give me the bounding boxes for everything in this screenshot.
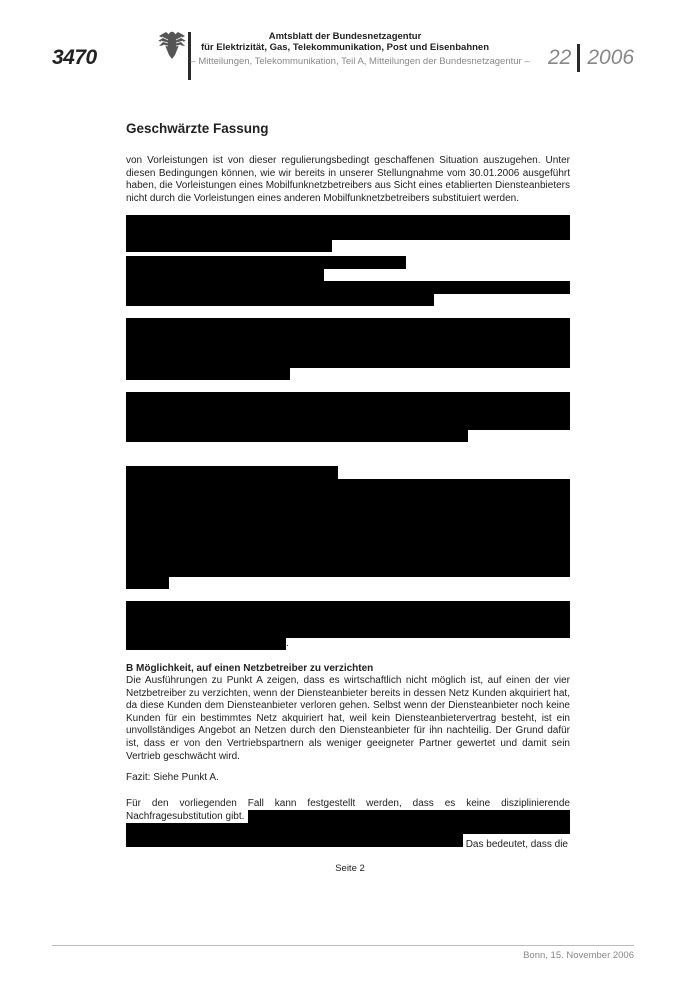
redacted-block [126,392,570,430]
redacted-block [126,479,570,577]
redacted-block [126,430,468,442]
issue-number: 22 [548,46,572,69]
page-label: Seite 2 [335,863,365,874]
issue-indicator [548,44,634,72]
redacted-block [126,256,406,269]
trailing-text: Das bedeutet, dass die [465,839,568,850]
publication-title [195,31,495,53]
redacted-block [126,601,570,638]
section-b-heading: B Möglichkeit, auf einen Netzbetreiber zu verzichten [126,663,374,674]
redacted-block [126,835,463,847]
redacted-block [126,577,169,589]
footer-divider [52,945,634,946]
redacted-block [126,269,324,281]
publication-subtitle: – Mitteilungen, Telekommunikation, Teil A, Mitteilungen der Bundesnetzagentur – [190,56,530,67]
federal-eagle-icon [155,28,189,62]
publication-title-line2: für Elektrizität, Gas, Telekommunikation, Post und Eisenbahnen [200,42,490,53]
trailing-text-wrap [463,834,570,852]
footer-date: Bonn, 15. November 2006 [523,950,634,961]
redacted-block [126,294,434,306]
redacted-block [248,810,570,823]
document-heading: Geschwärzte Fassung [126,121,269,136]
issue-year: 2006 [587,46,635,69]
section-b-paragraph: Die Ausführungen zu Punkt A zeigen, dass es wirtschaftlich nicht möglich ist, auf einen der vier Netzbetreiber zu verzichten, wenn der Diensteanbieter bereits in dessen Netz Kunden akquiriert hat, da diese Kunden dem Diensteanbieter verloren gehen. Selbst wenn der Diensteanbieter noch keine Kunden für ein bestimmtes Netz akquiriert hat, weil kein Diensteanbietervertrag besteht, ist ein unvollständiges Angebot an Netzen durch den Diensteanbieter für ihn nachteilig. Der Grund dafür ist, dass er von den Vertriebspartnern als weniger geeigneter Partner gewertet und damit sein Vertrieb geschwächt wird. [126,675,570,762]
redaction-end-mark: . [286,638,289,649]
redacted-block [126,215,570,240]
redacted-block [126,318,570,368]
redacted-block [126,368,290,380]
redacted-block [126,281,570,294]
fazit-line: Fazit: Siehe Punkt A. [126,772,219,783]
redacted-block [126,638,286,650]
publication-title-line1: Amtsblatt der Bundesnetzagentur [268,31,422,42]
issue-divider [577,44,580,72]
redacted-block [126,240,332,252]
conclusion-paragraph: Für den vorliegenden Fall kann festgestellt werden, dass es keine disziplinierende Nachfragesubstitution gibt. [126,798,570,822]
intro-paragraph: von Vorleistungen ist von dieser regulierungsbedingt geschaffenen Situation auszugehen. Unter diesen Bedingungen können, wie wir bereits in unserer Stellungnahme vom 30.01.2006 ausgeführt haben, die Vorleistungen eines Mobilfunknetzbetreibers aus Sicht eines etablierten Diensteanbieters nicht durch die Vorleistungen eines anderen Mobilfunknetzbetreibers substituiert werden. [126,155,570,204]
page-number: 3470 [52,46,97,69]
redacted-block [126,466,338,479]
